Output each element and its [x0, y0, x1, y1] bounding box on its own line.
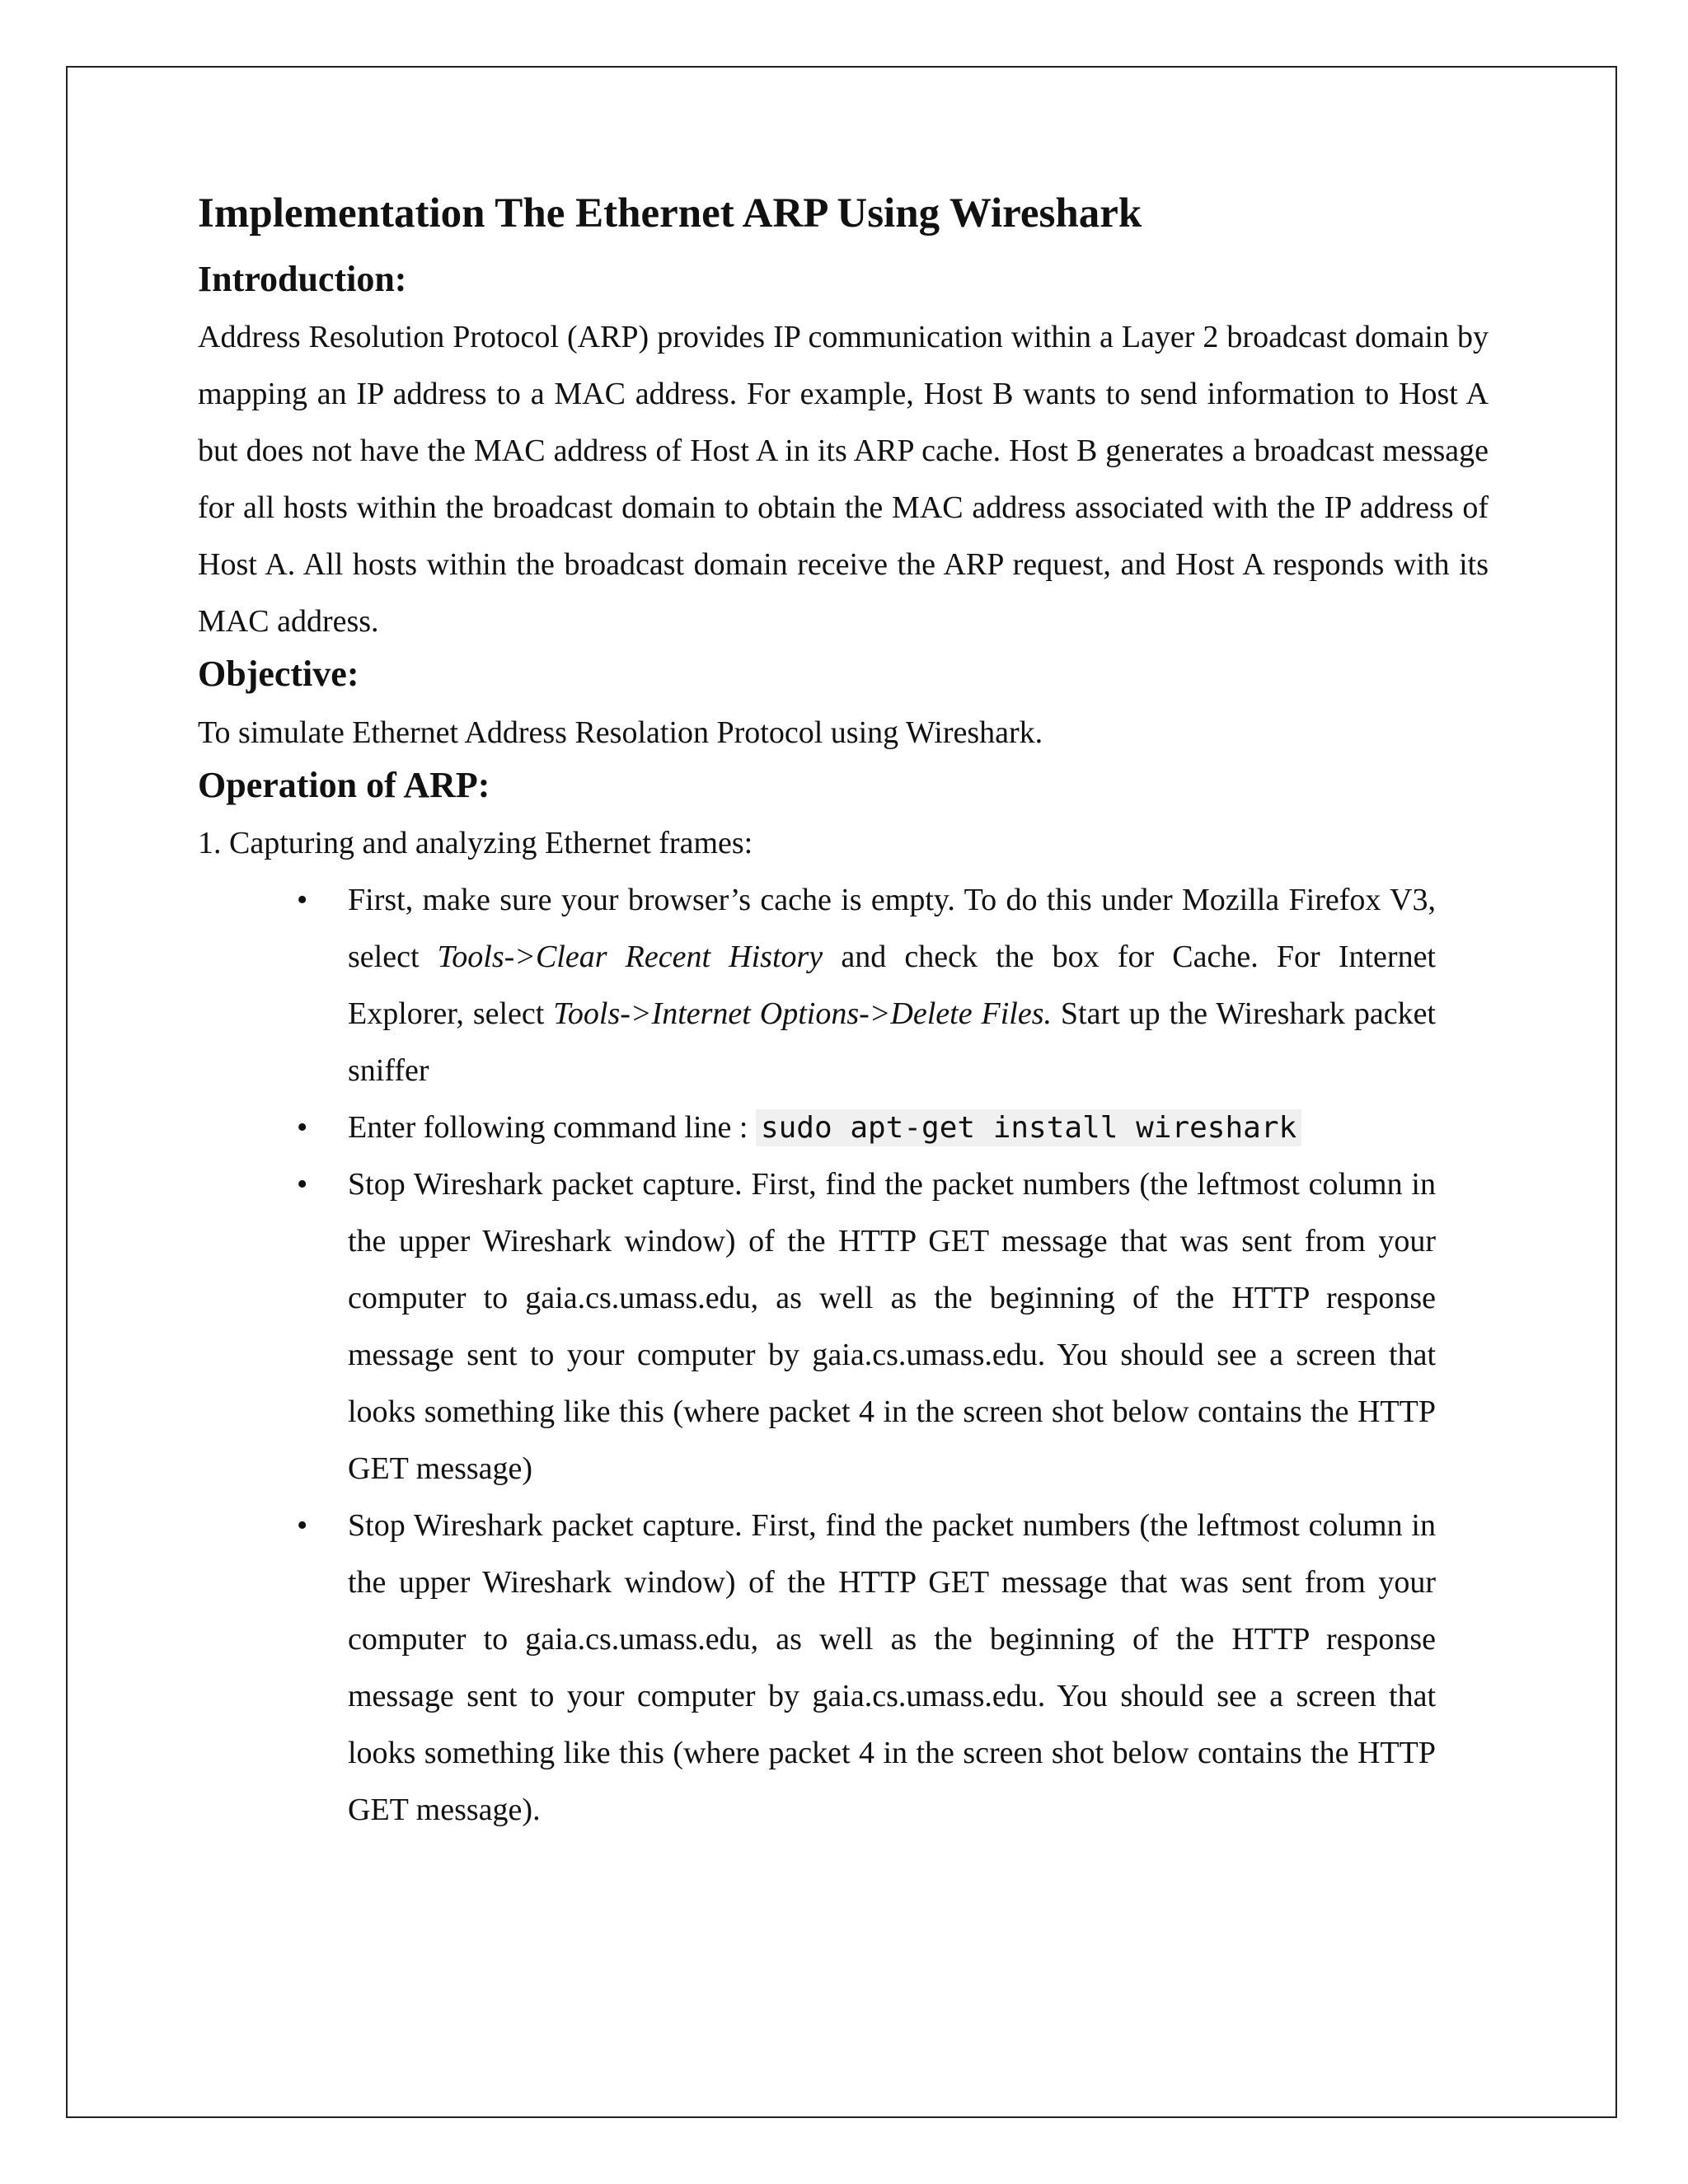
- bullet-2-label: Enter following command line :: [348, 1109, 756, 1145]
- bullet-icon: •: [297, 1507, 308, 1543]
- bullet-1-text-c: Start up the Wireshark packet sniffer: [348, 996, 1436, 1088]
- bullet-item-stop-capture-repeat: [297, 1497, 1436, 1839]
- bullet-1-menu-path-ie: Tools->Internet Options->Delete Files.: [553, 996, 1052, 1031]
- operation-bullet-list: [198, 872, 1436, 1839]
- introduction-heading: Introduction:: [198, 259, 407, 300]
- bullet-icon: •: [297, 1166, 308, 1202]
- bullet-item-clear-cache: [297, 872, 1436, 1099]
- document-body: [198, 186, 1489, 1839]
- operation-heading: Operation of ARP:: [198, 764, 490, 805]
- bullet-3-text: Stop Wireshark packet capture. First, find the packet numbers (the leftmost column in the upper Wireshark window) of the HTTP GET message that was sent from your computer to gaia.cs.umass.edu, as well as the beginning of the HTTP response message sent to your computer by gaia.cs.umass.edu. You should see a screen that looks something like this (where packet 4 in the screen shot below contains the HTTP GET message): [348, 1166, 1436, 1486]
- install-command-code: sudo apt-get install wireshark: [756, 1109, 1301, 1146]
- step-1-label: 1. Capturing and analyzing Ethernet frames:: [198, 825, 753, 860]
- bullet-item-install-command: [297, 1099, 1436, 1156]
- bullet-4-text: Stop Wireshark packet capture. First, find the packet numbers (the leftmost column in the upper Wireshark window) of the HTTP GET message that was sent from your computer to gaia.cs.umass.edu, as well as the beginning of the HTTP response message sent to your computer by gaia.cs.umass.edu. You should see a screen that looks something like this (where packet 4 in the screen shot below contains the HTTP GET message).: [348, 1507, 1436, 1827]
- bullet-icon: •: [297, 882, 308, 917]
- bullet-1-text-a: First, make sure your browser’s cache is empty. To do this under Mozilla Firefox V3, select: [348, 882, 1436, 974]
- objective-heading: Objective:: [198, 654, 359, 695]
- bullet-item-stop-capture: [297, 1156, 1436, 1497]
- bullet-1-menu-path-firefox: Tools->Clear Recent History: [437, 939, 823, 974]
- document-title: Implementation The Ethernet ARP Using Wireshark: [198, 190, 1142, 237]
- introduction-paragraph: Address Resolution Protocol (ARP) provides IP communication within a Layer 2 broadcast domain by mapping an IP address to a MAC address. For example, Host B wants to send information to Host A but does not have the MAC address of Host A in its ARP cache. Host B generates a broadcast message for all hosts within the broadcast domain to obtain the MAC address associated with the IP address of Host A. All hosts within the broadcast domain receive the ARP request, and Host A responds with its MAC address.: [198, 320, 1489, 640]
- objective-paragraph: To simulate Ethernet Address Resolation Protocol using Wireshark.: [198, 715, 1043, 750]
- bullet-1-text-b: and check the box for Cache. For Internet Explorer, select: [348, 939, 1436, 1031]
- bullet-icon: •: [297, 1109, 308, 1145]
